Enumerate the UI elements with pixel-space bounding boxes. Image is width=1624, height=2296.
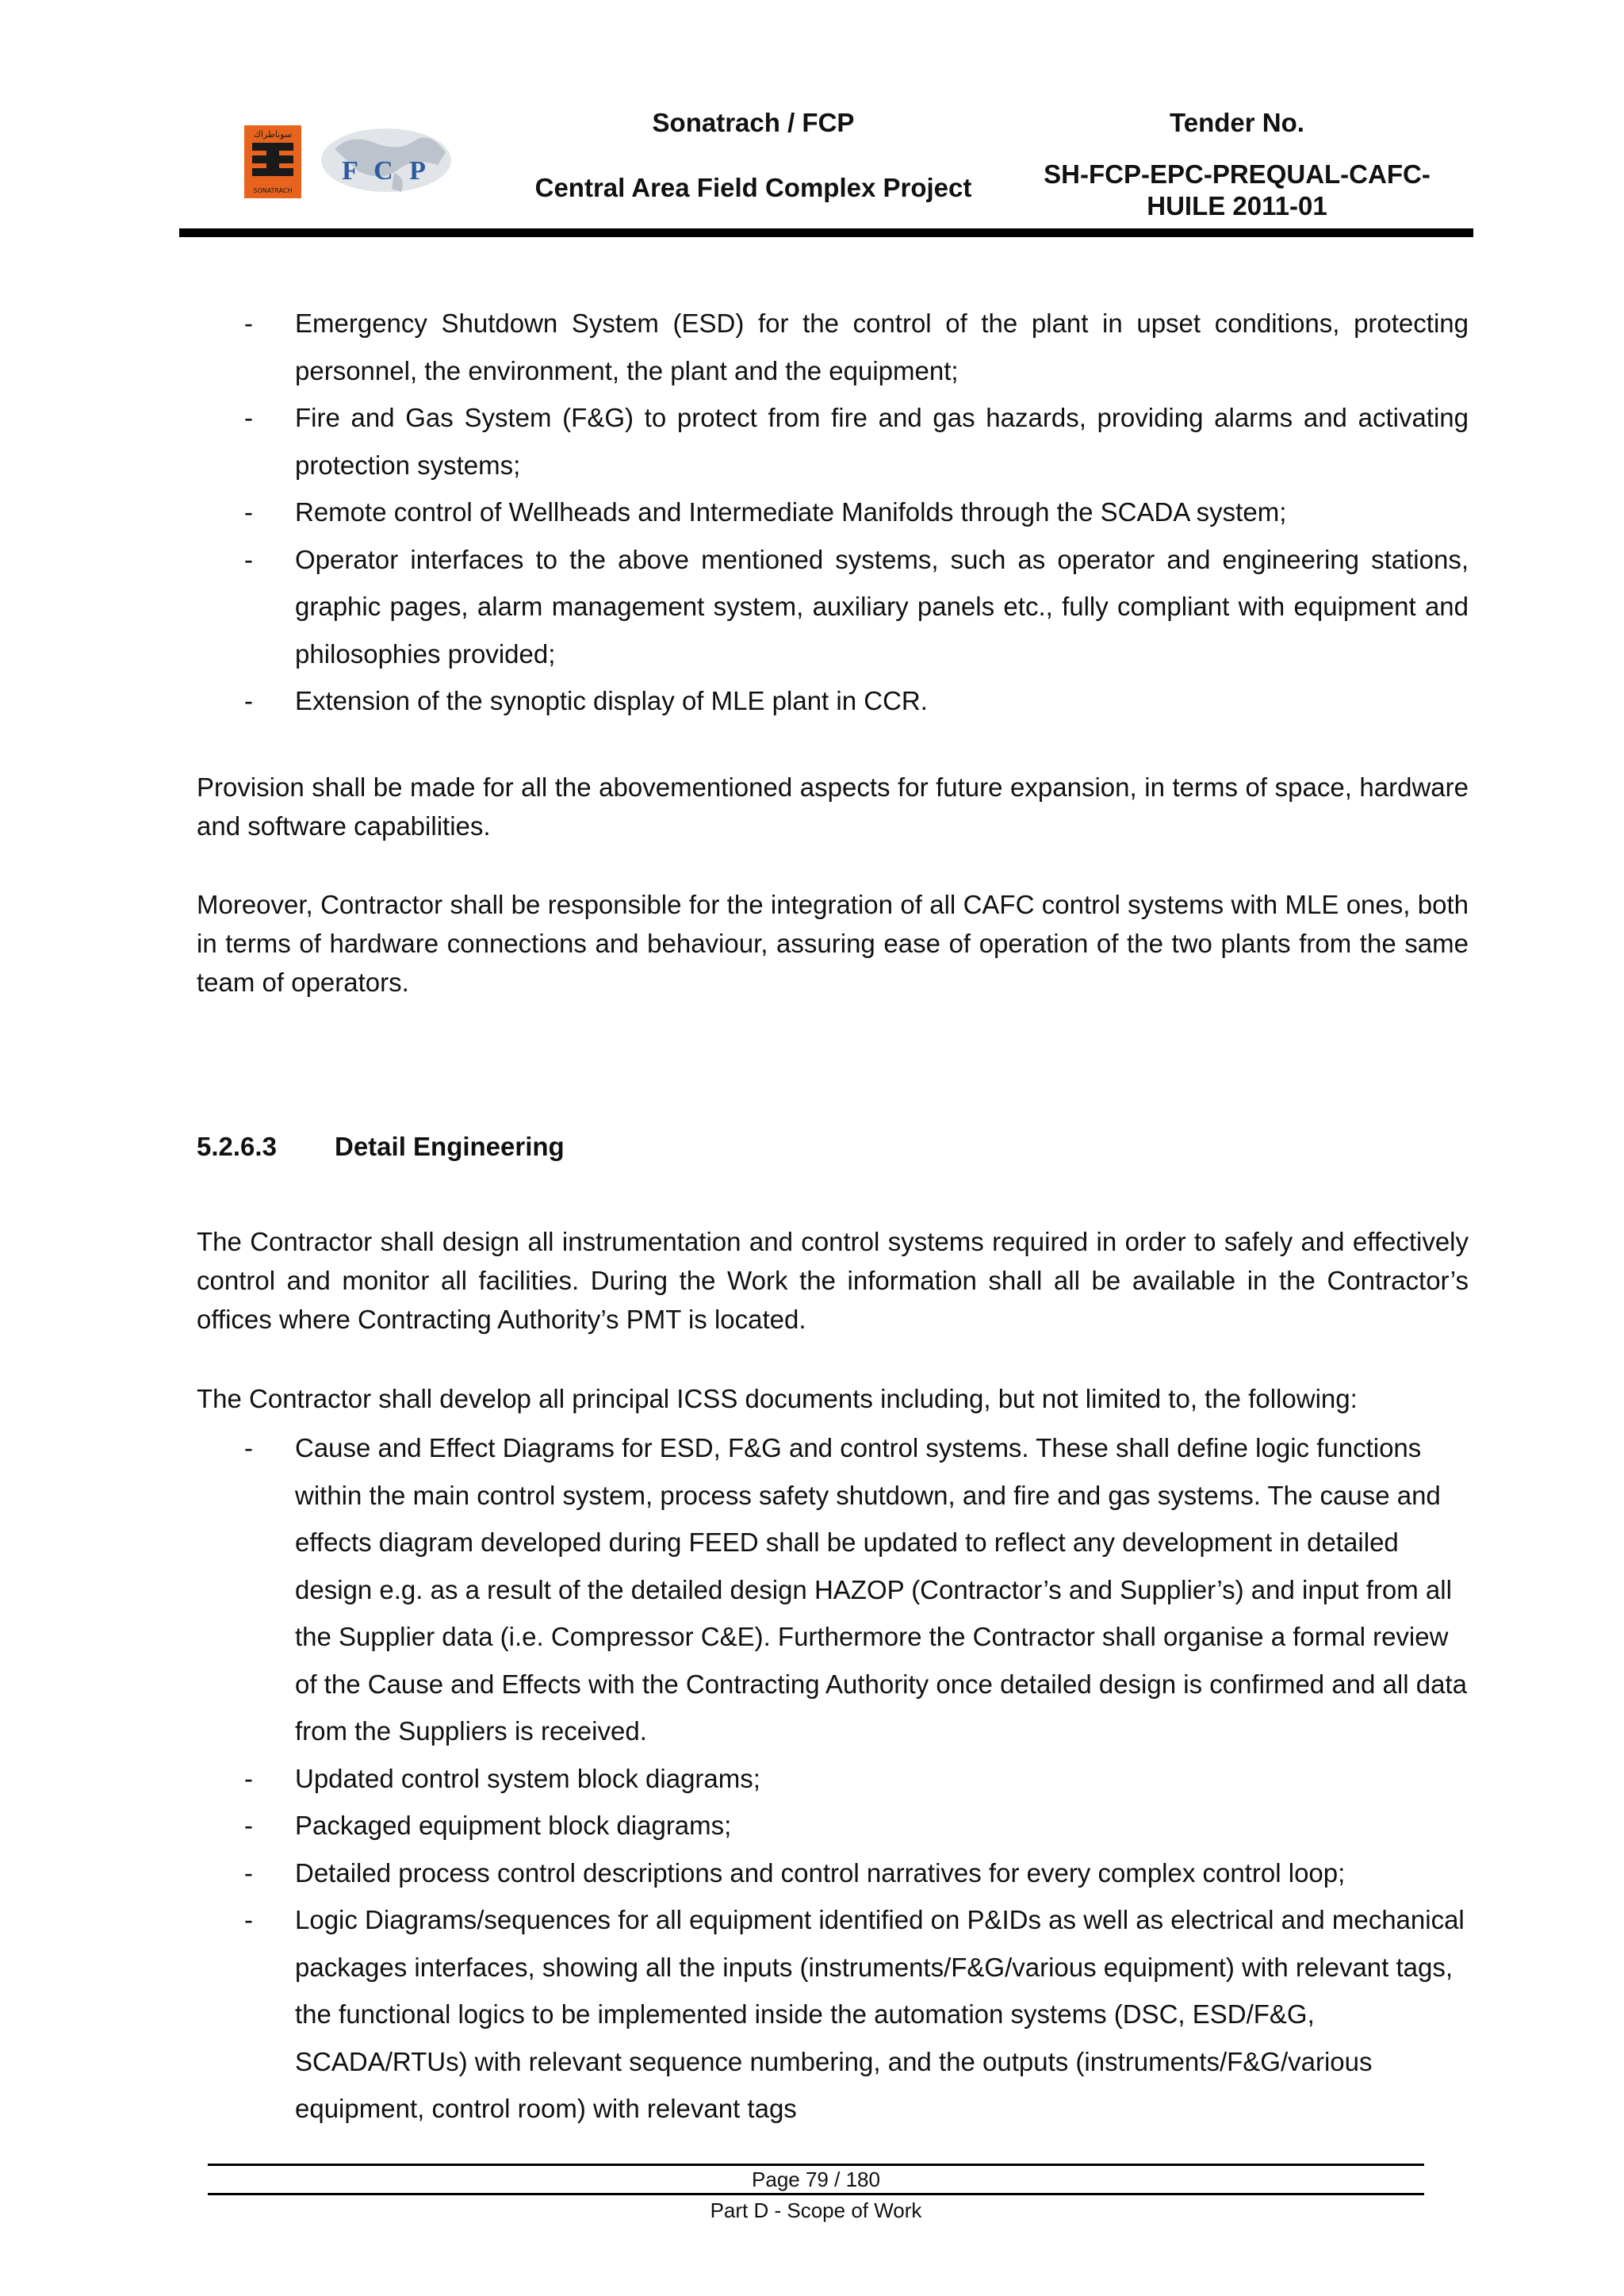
sonatrach-logo-arabic: سوناطراك	[253, 129, 293, 140]
list-item: - Remote control of Wellheads and Intermediate Manifolds through the SCADA system;	[197, 489, 1469, 536]
footer-divider-top	[208, 2164, 1424, 2166]
footer-page-number: Page 79 / 180	[752, 2168, 880, 2191]
list-item: - Fire and Gas System (F&G) to protect from fire and gas hazards, providing alarms and activating protection systems;	[197, 394, 1469, 489]
list-item: - Detailed process control descriptions and control narratives for every complex control loop;	[197, 1849, 1469, 1897]
footer-part-label: Part D - Scope of Work	[710, 2198, 922, 2222]
header-project-title: Central Area Field Complex Project	[534, 173, 972, 202]
sonatrach-logo-label: SONATRACH	[253, 187, 293, 194]
list-item: - Logic Diagrams/sequences for all equipment identified on P&IDs as well as electrical and mechanical packages interfaces, showing all the inputs (instruments/F&G/various equipment) with relevant tags, the functional logics to be implemented inside the automation systems (DSC, ESD/F&G, SCADA/RTUs) with relevant sequence numbering, and the outputs (instruments/F&G/various equipment, control room) with relevant tags	[197, 1896, 1469, 2133]
list-item: - Emergency Shutdown System (ESD) for the control of the plant in upset conditions, protecting personnel, the environment, the plant and the equipment;	[197, 300, 1469, 394]
section-heading	[197, 1127, 1469, 1167]
section-number: 5.2.6.3	[197, 1132, 277, 1161]
list-item: - Operator interfaces to the above mentioned systems, such as operator and engineering stations, graphic pages, alarm management system, auxiliary panels etc., fully compliant with equipment and philosophies provided;	[197, 536, 1469, 678]
header-tender-number	[1015, 159, 1459, 222]
header-divider	[179, 228, 1473, 237]
paragraph-integration: Moreover, Contractor shall be responsible for the integration of all CAFC control systems with MLE ones, both in terms of hardware connections and behaviour, assuring ease of operation of the two plants from the same team of operators.	[197, 890, 1469, 997]
list-item: - Cause and Effect Diagrams for ESD, F&G and control systems. These shall define logic functions within the main control system, process safety shutdown, and fire and gas systems. The cause and effects diagram developed during FEED shall be updated to reflect any development in detailed design e.g. as a result of the detailed design HAZOP (Contractor’s and Supplier’s) and input from all the Supplier data (i.e. Compressor C&E). Furthermore the Contractor shall organise a formal review of the Cause and Effects with the Contracting Authority once detailed design is confirmed and all data from the Suppliers is received.	[197, 1424, 1469, 1755]
sonatrach-logo	[244, 125, 301, 198]
list-item: - Extension of the synoptic display of MLE plant in CCR.	[197, 677, 1469, 725]
tender-number-line-1: SH-FCP-EPC-PREQUAL-CAFC-	[1044, 159, 1431, 189]
paragraph-develop-documents: The Contractor shall develop all principal ICSS documents including, but not limited to, the following:	[197, 1384, 1358, 1413]
icss-documents-list	[197, 1424, 1469, 2133]
fcp-logo	[319, 125, 454, 198]
header-tender-label: Tender No.	[1170, 108, 1304, 137]
list-item: - Updated control system block diagrams;	[197, 1755, 1469, 1803]
list-item: - Packaged equipment block diagrams;	[197, 1802, 1469, 1849]
paragraph-contractor-design: The Contractor shall design all instrumentation and control systems required in order to safely and effectively control and monitor all facilities. During the Work the information shall all be available in the Contractor’s offices where Contracting Authority’s PMT is located.	[197, 1227, 1469, 1334]
systems-list	[197, 300, 1469, 725]
header-company: Sonatrach / FCP	[652, 108, 855, 137]
tender-number-line-2: HUILE 2011-01	[1147, 191, 1327, 220]
fcp-logo-text: F C P	[342, 156, 431, 186]
paragraph-provision: Provision shall be made for all the abovementioned aspects for future expansion, in terms of space, hardware and software capabilities.	[197, 772, 1469, 841]
section-title: Detail Engineering	[335, 1132, 565, 1161]
footer-divider-bottom	[208, 2193, 1424, 2195]
